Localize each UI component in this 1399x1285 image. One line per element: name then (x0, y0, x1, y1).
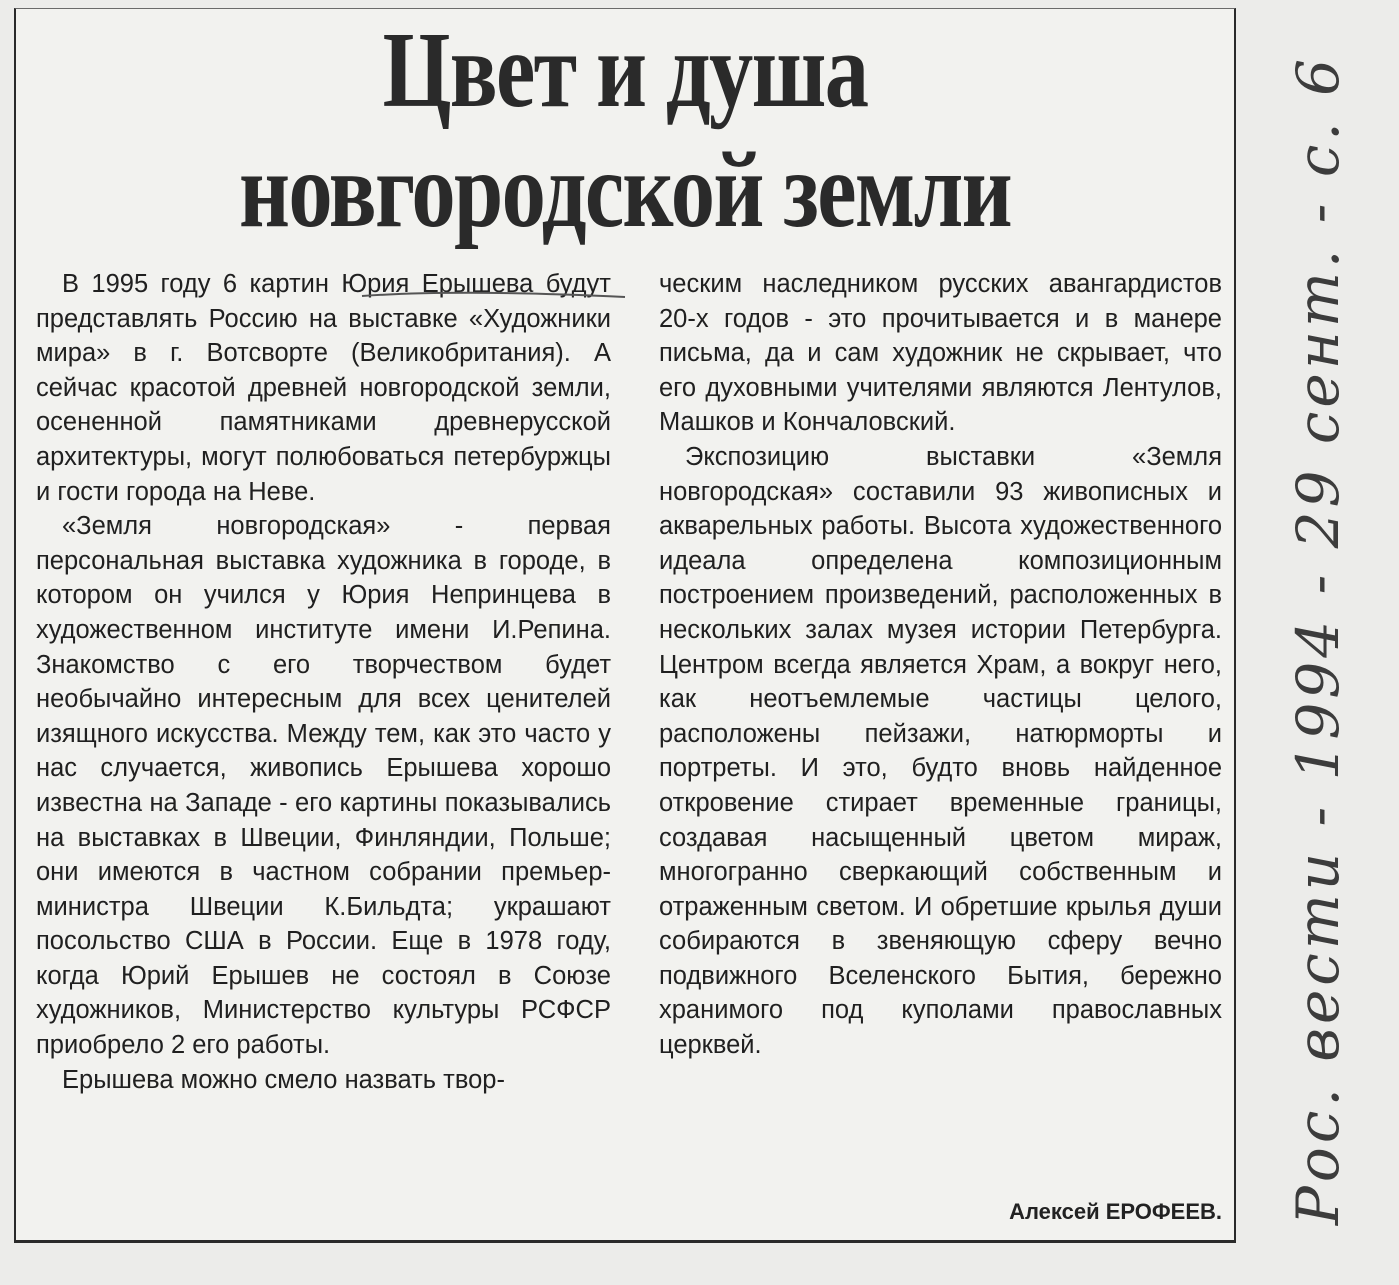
right-column (659, 267, 1222, 1063)
paragraph-2: «Земля новгородская» - первая персональная выставка художника в городе, в котором он учился у Юрия Непринцева в художественном институте имени И.Репина. Знакомство с его творчеством будет необычайно интересным для всех ценителей изящного искусства. Между тем, как это часто у нас случается, живопись Ерышева хорошо известна на Западе - его картины показывались на выставках в Швеции, Финляндии, Польше; они имеются в частном собрании премьер-министра Швеции К.Бильдта; украшают посольство США в России. Еще в 1978 году, когда Юрий Ерышев не состоял в Союзе художников, Министерство культуры РСФСР приобрело 2 его работы. (36, 512, 611, 1060)
handwritten-note: Рос. вести - 1994 - 29 сент. - с. 6 (1284, 54, 1352, 1226)
paragraph-4: Экспозицию выставки «Земля новгородская» составили 93 живописных и акварельных работы. Высота художественного идеала определена композиционным построением произведений, расположенных в нескольких залах музея истории Петербурга. Центром всегда является Храм, а вокруг него, как неотъемлемые частицы целого, расположены пейзажи, натюрморты и портреты. И это, будто вновь найденное откровение стирает временные границы, создавая насыщенный цветом мираж, многогранно сверкающий собственным и отраженным светом. И обретшие крылья души собираются в звеняющую сферу вечно подвижного Вселенского Бытия, бережно хранимого под куполами православных церквей. (659, 442, 1222, 1060)
left-column (36, 267, 611, 1097)
headline-line-1: Цвет и душа (382, 11, 868, 130)
headline-line-2: новгородской земли (238, 131, 1012, 250)
paragraph-1: В 1995 году 6 картин Юрия Ерышева будут представлять Россию на выставке «Художники мира» в г. Вотсворте (Великобритания). А сейчас красотой древней новгородской земли, осененной памятниками древнерусской архитектуры, могут полюбоваться петербуржцы и гости города на Неве. (36, 270, 611, 506)
paragraph-3-continued: ческим наследником русских авангардистов 20-х годов - это прочитывается и в манере письма, да и сам художник не скрывает, что его духовными учителями являются Лентулов, Машков и Кончаловский. (659, 270, 1222, 437)
paragraph-3: Ерышева можно смело назвать твор- (62, 1065, 505, 1094)
newspaper-clipping (14, 8, 1236, 1243)
pen-underline-mark (360, 288, 630, 302)
author-signature: Алексей ЕРОФЕЕВ. (1009, 1199, 1222, 1224)
